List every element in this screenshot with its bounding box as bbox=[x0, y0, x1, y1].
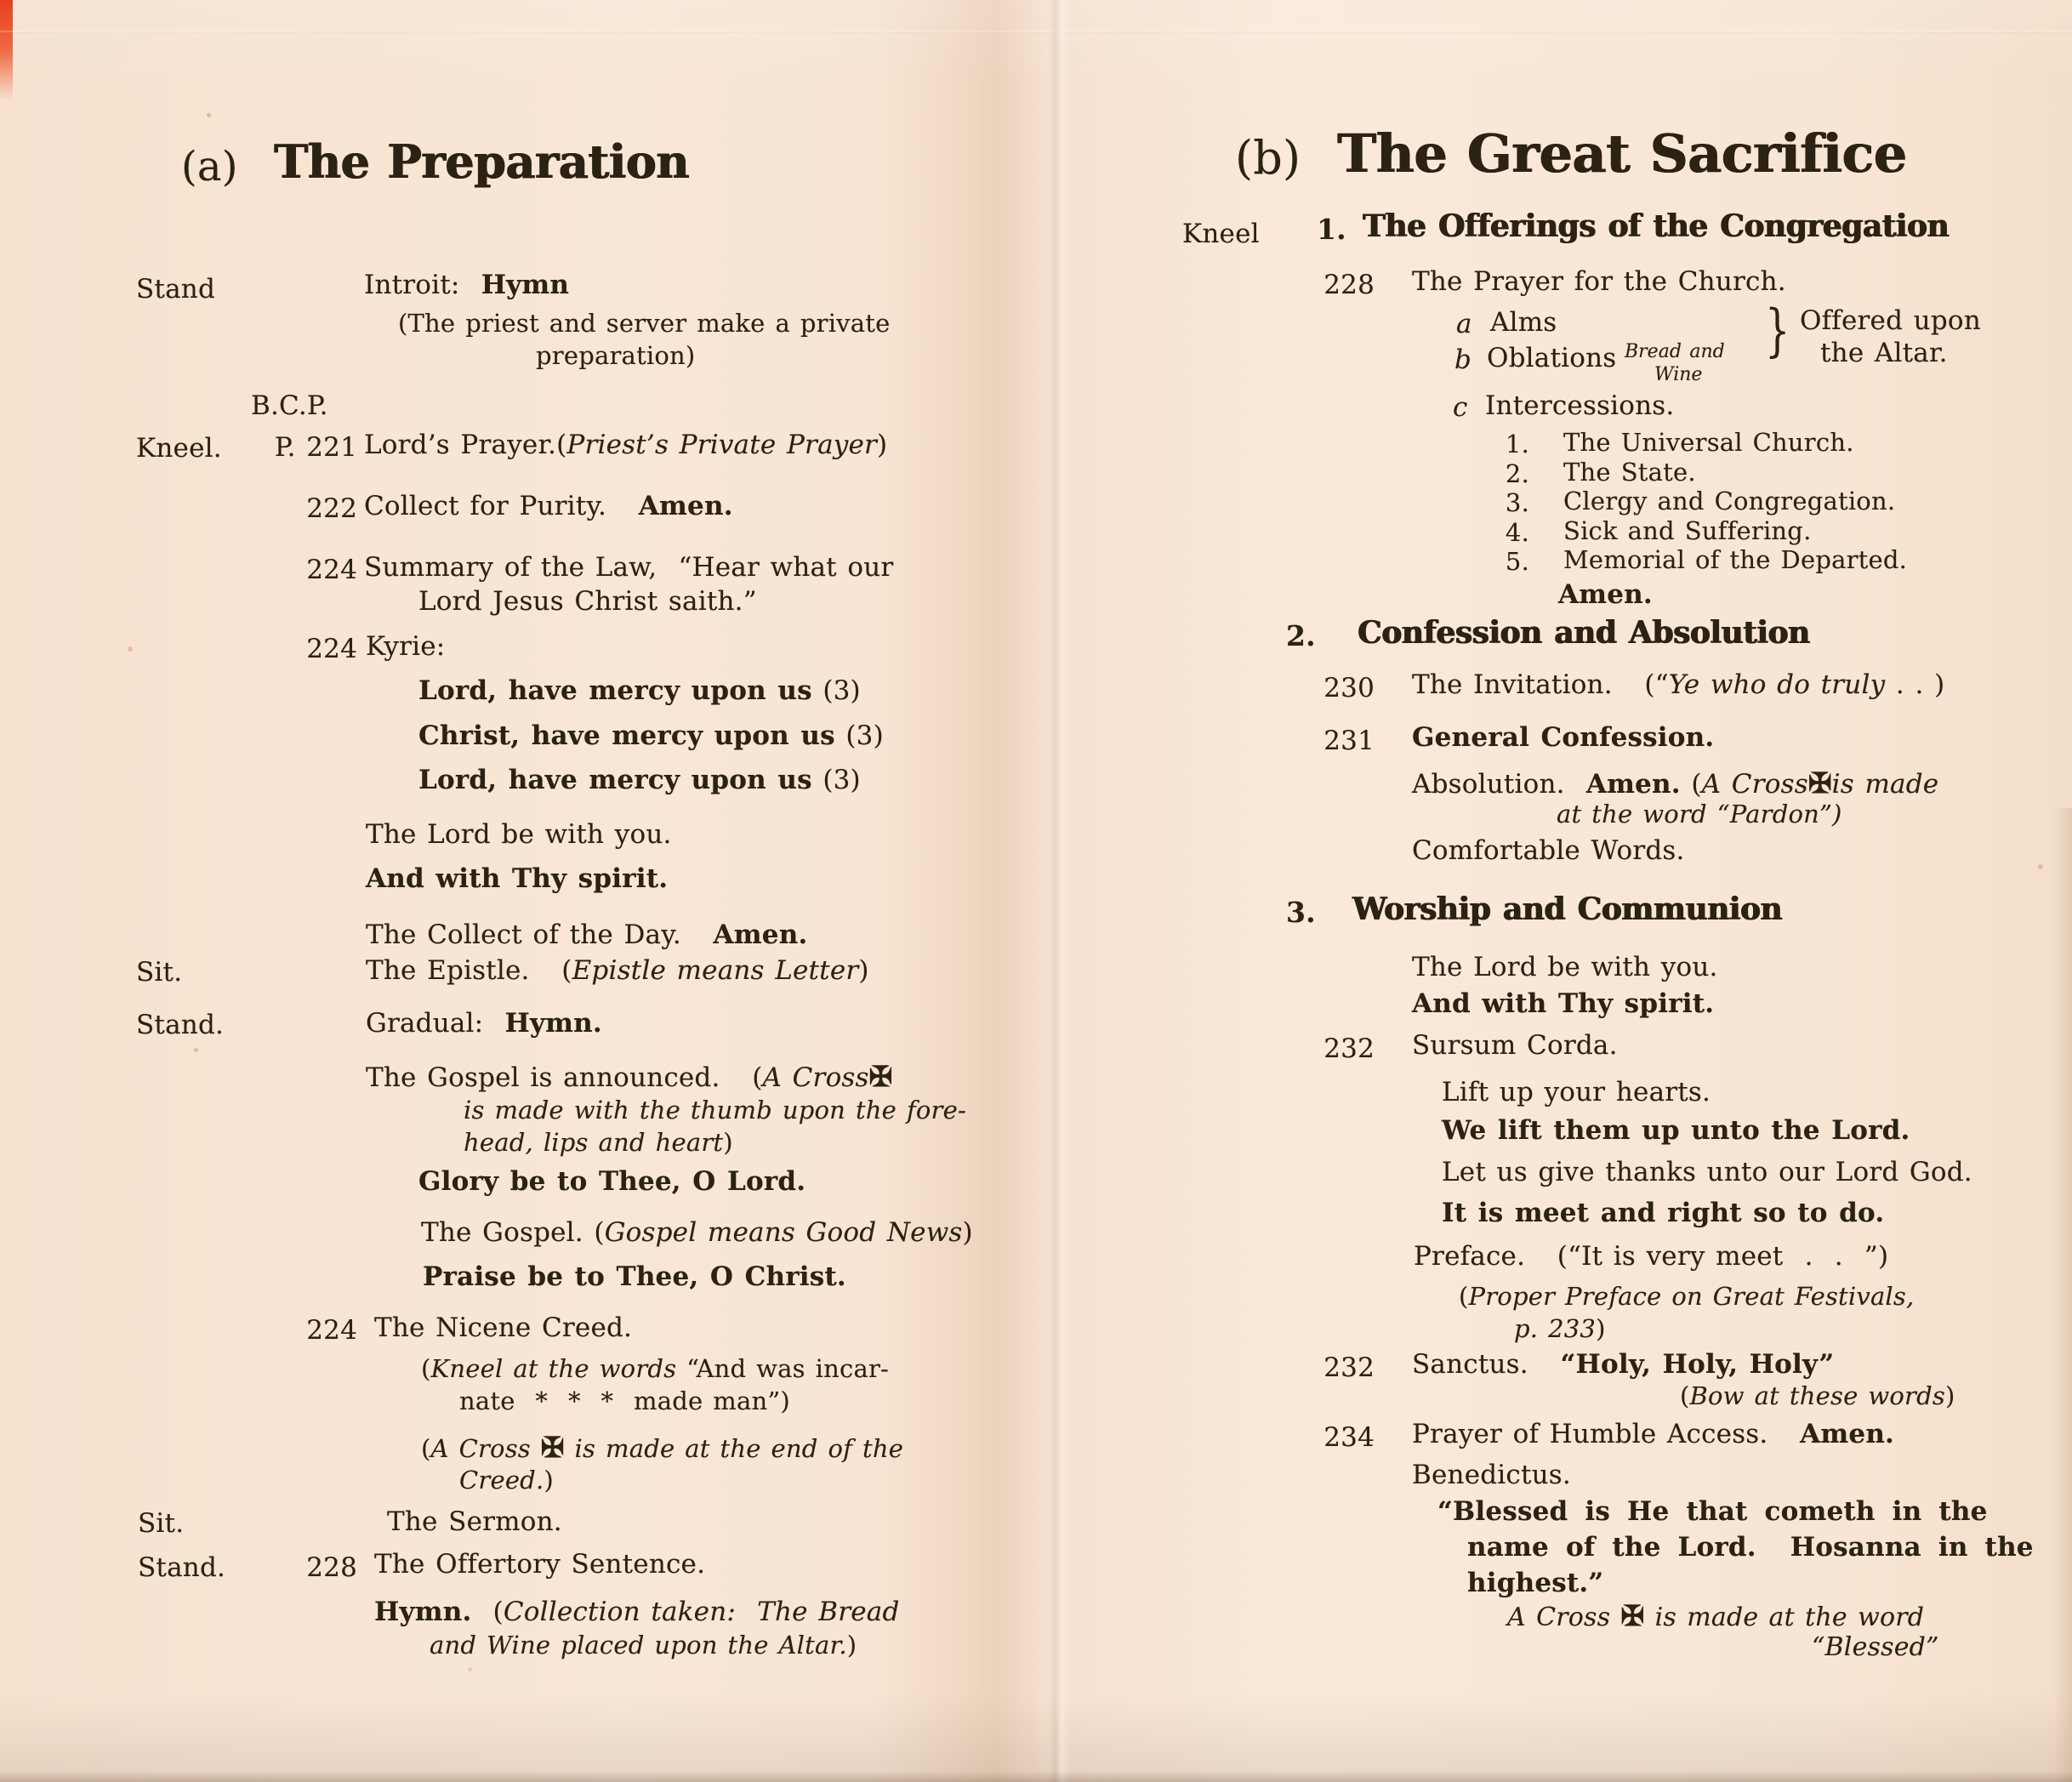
summary-law-line-2: Lord Jesus Christ saith.” bbox=[418, 586, 757, 617]
page-ref-224-creed: 224 bbox=[306, 1315, 357, 1346]
humble-access-line: Prayer of Humble Access. Amen. bbox=[1412, 1419, 1895, 1449]
response-spirit-line: And with Thy spirit. bbox=[366, 863, 669, 894]
bottom-edge-shadow bbox=[0, 1771, 2072, 1782]
bread-wine-note-2: Wine bbox=[1654, 364, 1703, 385]
page-ref-230: 230 bbox=[1323, 673, 1375, 703]
sursum-response-1: Lift up your hearts. bbox=[1442, 1077, 1711, 1107]
intercession-number: 4. bbox=[1505, 518, 1529, 547]
rubric-sit-2: Sit. bbox=[138, 1508, 185, 1539]
right-edge-shadow bbox=[2053, 808, 2072, 1782]
section-1-heading: The Offerings of the Congregation bbox=[1363, 208, 1950, 244]
rubric-stand: Stand bbox=[136, 274, 215, 305]
bcp-label: B.C.P. bbox=[251, 390, 328, 421]
gospel-announced-line: The Gospel is announced. (A Cross✠ bbox=[366, 1060, 893, 1093]
rubric-stand-2: Stand. bbox=[136, 1010, 225, 1040]
proper-preface-note-2: p. 233) bbox=[1514, 1314, 1606, 1343]
intercession-list-item: The State. bbox=[1563, 458, 1696, 487]
rubric-kneel: Kneel. bbox=[136, 433, 222, 464]
rubric-stand-3: Stand. bbox=[138, 1552, 226, 1583]
intercession-number: 2. bbox=[1505, 459, 1529, 488]
epistle-line: The Epistle. (Epistle means Letter) bbox=[366, 955, 869, 986]
creed-cross-note-1: (A Cross ✠ is made at the end of the bbox=[421, 1431, 904, 1464]
section-2-heading: Confession and Absolution bbox=[1358, 615, 1810, 651]
summary-law-line-1: Summary of the Law, “Hear what our bbox=[364, 552, 894, 583]
offertory-hymn-line-2: and Wine placed upon the Altar.) bbox=[430, 1631, 857, 1660]
intercession-number: 5. bbox=[1505, 547, 1529, 576]
bow-note-line: (Bow at these words) bbox=[1680, 1381, 1955, 1410]
benedictus-text-3: highest.” bbox=[1467, 1568, 1604, 1598]
gospel-line: The Gospel. (Gospel means Good News) bbox=[421, 1217, 973, 1248]
kyrie-line: Kyrie: bbox=[366, 631, 446, 662]
offered-upon-line-2: the Altar. bbox=[1820, 338, 1948, 368]
page-ref-221: P. 221 bbox=[274, 432, 357, 463]
section-3-number: 3. bbox=[1286, 896, 1316, 929]
page-ref-232-sanctus: 232 bbox=[1323, 1352, 1375, 1383]
page-ref-224-kyrie: 224 bbox=[306, 634, 357, 664]
page-ref-228: 228 bbox=[306, 1552, 357, 1583]
pardon-note-line: at the word “Pardon”) bbox=[1557, 800, 1842, 828]
page-ref-232: 232 bbox=[1323, 1033, 1375, 1064]
intercession-number: 3. bbox=[1505, 488, 1529, 517]
glory-response-line: Glory be to Thee, O Lord. bbox=[418, 1166, 806, 1197]
red-scan-edge bbox=[0, 0, 13, 100]
proper-preface-note-1: (Proper Preface on Great Festivals, bbox=[1459, 1282, 1915, 1311]
amen-line: Amen. bbox=[1558, 579, 1653, 610]
section-3-heading: Worship and Communion bbox=[1352, 891, 1783, 927]
paper-speck bbox=[468, 1667, 472, 1671]
sermon-line: The Sermon. bbox=[387, 1506, 562, 1537]
paper-speck bbox=[128, 646, 133, 652]
sursum-response-3: Let us give thanks unto our Lord God. bbox=[1442, 1157, 1972, 1187]
rubric-kneel-right: Kneel bbox=[1182, 219, 1260, 249]
page-fold bbox=[1048, 0, 1070, 1782]
bread-wine-note-1: Bread and bbox=[1625, 341, 1725, 362]
offering-brace: } bbox=[1765, 298, 1790, 363]
page-title-a: The Preparation bbox=[274, 134, 689, 189]
intercession-list-item: Clergy and Congregation. bbox=[1563, 487, 1896, 515]
maltese-cross-icon: ✠ bbox=[540, 1431, 565, 1464]
introit-line: Introit: Hymn bbox=[364, 270, 570, 300]
top-crease-line bbox=[0, 31, 2072, 33]
page-title-b: The Great Sacrifice bbox=[1337, 122, 1907, 185]
gradual-line: Gradual: Hymn. bbox=[366, 1008, 602, 1039]
page-ref-224: 224 bbox=[306, 555, 357, 585]
alms-item: Alms bbox=[1490, 307, 1557, 338]
page-ref-222: 222 bbox=[306, 493, 357, 524]
salutation-line-right: The Lord be with you. bbox=[1412, 952, 1718, 982]
praise-response-line: Praise be to Thee, O Christ. bbox=[423, 1261, 846, 1292]
rubric-sit: Sit. bbox=[136, 957, 183, 988]
page-ref-234: 234 bbox=[1323, 1422, 1375, 1453]
kyrie-response-1: Lord, have mercy upon us (3) bbox=[418, 675, 861, 706]
intercession-list-item: The Universal Church. bbox=[1563, 428, 1854, 457]
section-2-number: 2. bbox=[1286, 619, 1316, 652]
intercession-list-item: Sick and Suffering. bbox=[1563, 516, 1812, 545]
response-spirit-line-right: And with Thy spirit. bbox=[1412, 988, 1715, 1019]
creed-note-2: nate * * * made man”) bbox=[459, 1386, 790, 1415]
benedictus-text-1: “Blessed is He that cometh in the bbox=[1437, 1496, 1988, 1527]
oblations-item: Oblations bbox=[1487, 343, 1617, 373]
benedictus-line: Benedictus. bbox=[1412, 1460, 1571, 1490]
intercessions-item-letter: c bbox=[1453, 392, 1468, 423]
oblations-item-letter: b bbox=[1454, 344, 1472, 375]
paper-speck bbox=[2038, 864, 2043, 869]
offertory-hymn-line-1: Hymn. (Collection taken: The Bread bbox=[374, 1597, 900, 1627]
gospel-note-line-1: is made with the thumb upon the fore- bbox=[464, 1096, 966, 1124]
intercessions-item: Intercessions. bbox=[1485, 390, 1675, 421]
offertory-line: The Offertory Sentence. bbox=[374, 1549, 706, 1580]
general-confession-line: General Confession. bbox=[1412, 722, 1715, 753]
intercession-number: 1. bbox=[1505, 430, 1529, 458]
benedictus-text-2: name of the Lord. Hosanna in the bbox=[1467, 1532, 2034, 1563]
maltese-cross-icon: ✠ bbox=[868, 1060, 893, 1093]
kyrie-response-3: Lord, have mercy upon us (3) bbox=[418, 765, 861, 795]
blessed-cross-note-2: “Blessed” bbox=[1812, 1632, 1939, 1662]
maltese-cross-icon: ✠ bbox=[1807, 766, 1832, 800]
paper-speck bbox=[207, 113, 211, 117]
gospel-note-line-2: head, lips and heart) bbox=[464, 1128, 733, 1157]
collect-day-line: The Collect of the Day. Amen. bbox=[366, 919, 808, 950]
alms-item-letter: a bbox=[1456, 309, 1472, 339]
maltese-cross-icon: ✠ bbox=[1620, 1599, 1645, 1632]
blessed-cross-note-1: A Cross ✠ is made at the word bbox=[1507, 1599, 1925, 1632]
sanctus-line: Sanctus. “Holy, Holy, Holy” bbox=[1412, 1349, 1835, 1380]
intercession-list-item: Memorial of the Departed. bbox=[1563, 545, 1908, 574]
preface-line: Preface. (“It is very meet . . ”) bbox=[1414, 1241, 1889, 1272]
comfortable-words-line: Comfortable Words. bbox=[1412, 835, 1685, 866]
absolution-line: Absolution. Amen. (A Cross✠is made bbox=[1412, 766, 1939, 800]
collect-purity-line: Collect for Purity. Amen. bbox=[364, 491, 733, 521]
offered-upon-line-1: Offered upon bbox=[1800, 305, 1981, 336]
page-title-a-prefix: (a) bbox=[181, 143, 238, 191]
kyrie-response-2: Christ, have mercy upon us (3) bbox=[418, 720, 884, 751]
nicene-creed-line: The Nicene Creed. bbox=[374, 1312, 633, 1343]
prayer-church-line: The Prayer for the Church. bbox=[1412, 266, 1786, 297]
page-title-b-prefix: (b) bbox=[1235, 131, 1301, 185]
page-ref-228-right: 228 bbox=[1323, 270, 1375, 300]
salutation-line: The Lord be with you. bbox=[366, 819, 672, 850]
paper-speck bbox=[194, 1048, 198, 1052]
page-ref-231: 231 bbox=[1323, 726, 1375, 756]
sursum-response-4: It is meet and right so to do. bbox=[1442, 1198, 1885, 1228]
section-1-number: 1. bbox=[1317, 213, 1346, 246]
creed-cross-note-2: Creed.) bbox=[459, 1466, 554, 1494]
creed-note-1: (Kneel at the words “And was incar- bbox=[421, 1354, 890, 1383]
private-preparation-note-2: preparation) bbox=[536, 341, 696, 370]
sursum-corda-line: Sursum Corda. bbox=[1412, 1030, 1618, 1061]
lords-prayer-line: Lord’s Prayer.(Priest’s Private Prayer) bbox=[364, 430, 888, 460]
invitation-line: The Invitation. (“Ye who do truly . . ) bbox=[1412, 669, 1945, 700]
private-preparation-note-1: (The priest and server make a private bbox=[398, 309, 891, 338]
sursum-response-2: We lift them up unto the Lord. bbox=[1442, 1115, 1910, 1146]
